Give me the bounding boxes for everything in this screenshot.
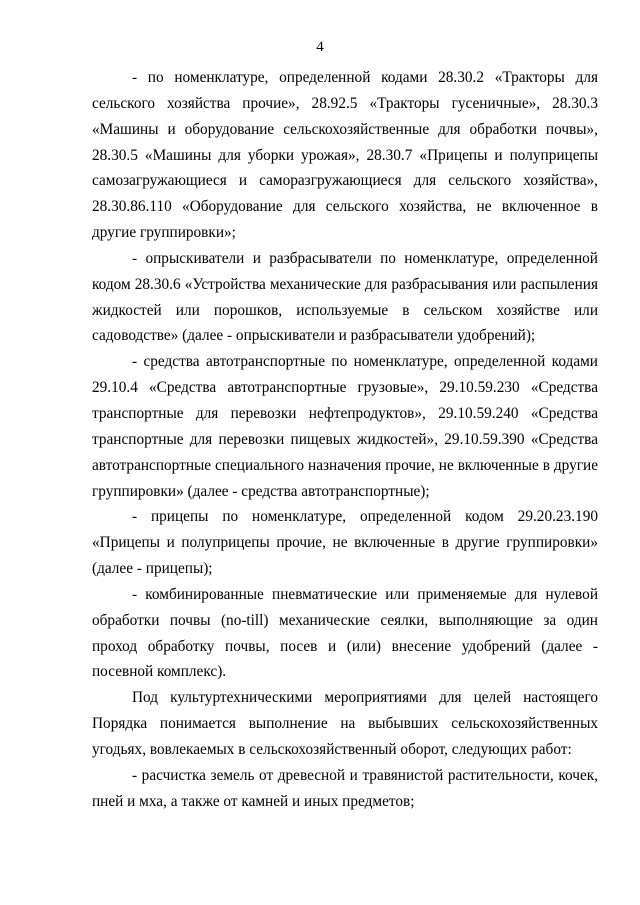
paragraph-sprayers-spreaders: - опрыскиватели и разбрасыватели по номенклатуре, определенной кодом 28.30.6 «Устройства механические для разбрасывания или распыления жидкостей или порошков, используемые в сельском хозяйстве или садоводстве» (далее - опрыскиватели и разбрасыватели удобрений); [92, 249, 598, 345]
page-number: 4 [316, 39, 324, 55]
paragraph-trailers: - прицепы по номенклатуре, определенной кодом 29.20.23.190 «Прицепы и полуприцепы прочие, не включенные в другие группировки» (далее - прицепы); [92, 508, 598, 578]
paragraph-tractors-machinery: - по номенклатуре, определенной кодами 28.30.2 «Тракторы для сельского хозяйства прочие», 28.92.5 «Тракторы гусеничные», 28.30.3 «Машины и оборудование сельскохозяйственные для обработки почвы», 28.30.5 «Машины для уборки урожая», 28.30.7 «Прицепы и полуприцепы самозагружающиеся и саморазгружающиеся для сельского хозяйства», 28.30.86.110 «Оборудование для сельского хозяйства, не включенное в другие группировки»; [92, 69, 598, 242]
document-body [92, 65, 598, 814]
paragraph-cultural-technical-measures: Под культуртехническими мероприятиями для целей настоящего Порядка понимается выполнение на выбывших сельскохозяйственных угодьях, вовлекаемых в сельскохозяйственный оборот, следующих работ: [92, 689, 598, 758]
paragraph-motor-vehicles: - средства автотранспортные по номенклатуре, определенной кодами 29.10.4 «Средства автотранспортные грузовые», 29.10.59.230 «Средства транспортные для перевозки нефтепродуктов», 29.10.59.240 «Средства транспортные для перевозки пищевых жидкостей», 29.10.59.390 «Средства автотранспортные специального назначения прочие, не включенные в другие группировки» (далее - средства автотранспортные); [92, 353, 598, 500]
paragraph-land-clearing: - расчистка земель от древесной и травянистой растительности, кочек, пней и мха, а также от камней и иных предметов; [92, 766, 598, 810]
paragraph-seeding-complex: - комбинированные пневматические или применяемые для нулевой обработки почвы (no-till) механические сеялки, выполняющие за один проход обработку почвы, посев и (или) внесение удобрений (далее - посевной комплекс). [92, 585, 598, 681]
